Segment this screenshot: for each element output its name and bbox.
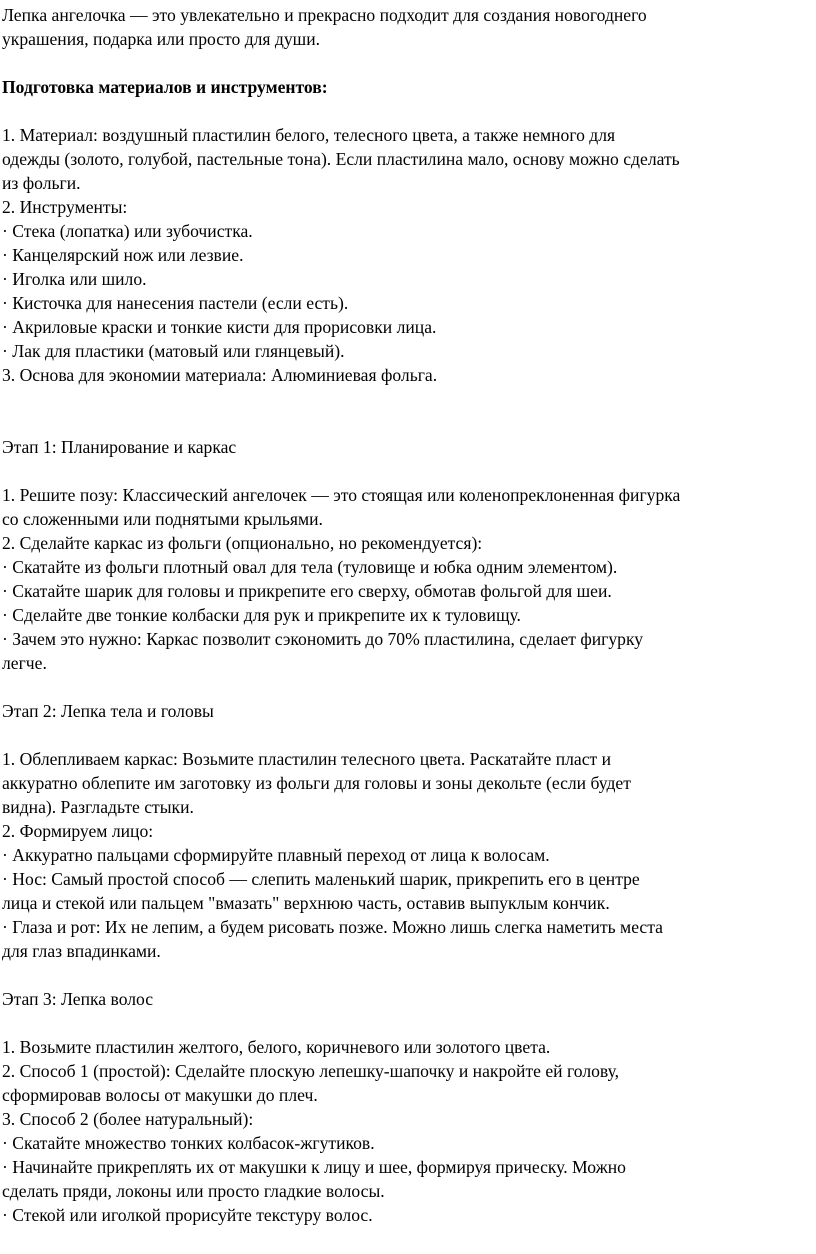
stage3-line: 1. Возьмите пластилин желтого, белого, коричневого или золотого цвета.	[2, 1037, 551, 1057]
stage2-line: аккуратно облепите им заготовку из фольги для головы и зоны декольте (если будет	[2, 773, 631, 793]
stage2-heading: Этап 2: Лепка тела и головы	[2, 701, 214, 721]
stage2-line: 2. Формируем лицо:	[2, 821, 154, 841]
stage3-line: 3. Способ 2 (более натуральный):	[2, 1109, 254, 1129]
stage3-line: · Скатайте множество тонких колбасок-жгутиков.	[2, 1133, 375, 1153]
prep-line: одежды (золото, голубой, пастельные тона). Если пластилина мало, основу можно сделать	[2, 149, 680, 169]
stage1-line: легче.	[2, 653, 47, 673]
stage2-line: для глаз впадинками.	[2, 941, 161, 961]
prep-line: · Канцелярский нож или лезвие.	[2, 245, 244, 265]
stage2-line: · Аккуратно пальцами сформируйте плавный переход от лица к волосам.	[2, 845, 550, 865]
prep-heading: Подготовка материалов и инструментов:	[2, 77, 328, 97]
intro-line: украшения, подарка или просто для души.	[2, 29, 321, 49]
stage3-line: 2. Способ 1 (простой): Сделайте плоскую лепешку-шапочку и накройте ей голову,	[2, 1061, 620, 1081]
stage2-line: · Глаза и рот: Их не лепим, а будем рисовать позже. Можно лишь слегка наметить места	[2, 917, 663, 937]
stage1-heading: Этап 1: Планирование и каркас	[2, 437, 237, 457]
prep-line: · Акриловые краски и тонкие кисти для прорисовки лица.	[2, 317, 437, 337]
prep-line: · Лак для пластики (матовый или глянцевый).	[2, 341, 345, 361]
prep-line: 2. Инструменты:	[2, 197, 128, 217]
stage3-line: · Стекой или иголкой прорисуйте текстуру волос.	[2, 1205, 373, 1225]
prep-line: из фольги.	[2, 173, 81, 193]
prep-line: · Иголка или шило.	[2, 269, 147, 289]
prep-line: · Стека (лопатка) или зубочистка.	[2, 221, 253, 241]
stage2-line: 1. Облепливаем каркас: Возьмите пластилин телесного цвета. Раскатайте пласт и	[2, 749, 612, 769]
prep-line: 3. Основа для экономии материала: Алюминиевая фольга.	[2, 365, 438, 385]
stage1-line: · Скатайте шарик для головы и прикрепите его сверху, обмотав фольгой для шеи.	[2, 581, 612, 601]
intro-line: Лепка ангелочка — это увлекательно и прекрасно подходит для создания новогоднего	[2, 5, 647, 25]
stage3-heading: Этап 3: Лепка волос	[2, 989, 154, 1009]
stage1-line: со сложенными или поднятыми крыльями.	[2, 509, 323, 529]
prep-line: · Кисточка для нанесения пастели (если есть).	[2, 293, 349, 313]
stage1-line: · Скатайте из фольги плотный овал для тела (туловище и юбка одним элементом).	[2, 557, 618, 577]
stage3-line: · Начинайте прикреплять их от макушки к лицу и шее, формируя прическу. Можно	[2, 1157, 626, 1177]
stage1-line: · Зачем это нужно: Каркас позволит сэкономить до 70% пластилина, сделает фигурку	[2, 629, 644, 649]
stage2-line: лица и стекой или пальцем "вмазать" верхнюю часть, оставив выпуклым кончик.	[2, 893, 610, 913]
stage3-line: сформировав волосы от макушки до плеч.	[2, 1085, 318, 1105]
prep-line: 1. Материал: воздушный пластилин белого, телесного цвета, а также немного для	[2, 125, 616, 145]
stage1-line: 2. Сделайте каркас из фольги (опционально, но рекомендуется):	[2, 533, 483, 553]
stage2-line: · Нос: Самый простой способ — слепить маленький шарик, прикрепить его в центре	[2, 869, 640, 889]
stage1-line: · Сделайте две тонкие колбаски для рук и прикрепите их к туловищу.	[2, 605, 521, 625]
stage1-line: 1. Решите позу: Классический ангелочек — это стоящая или коленопреклоненная фигурка	[2, 485, 681, 505]
stage2-line: видна). Разгладьте стыки.	[2, 797, 194, 817]
stage3-line: сделать пряди, локоны или просто гладкие волосы.	[2, 1181, 385, 1201]
